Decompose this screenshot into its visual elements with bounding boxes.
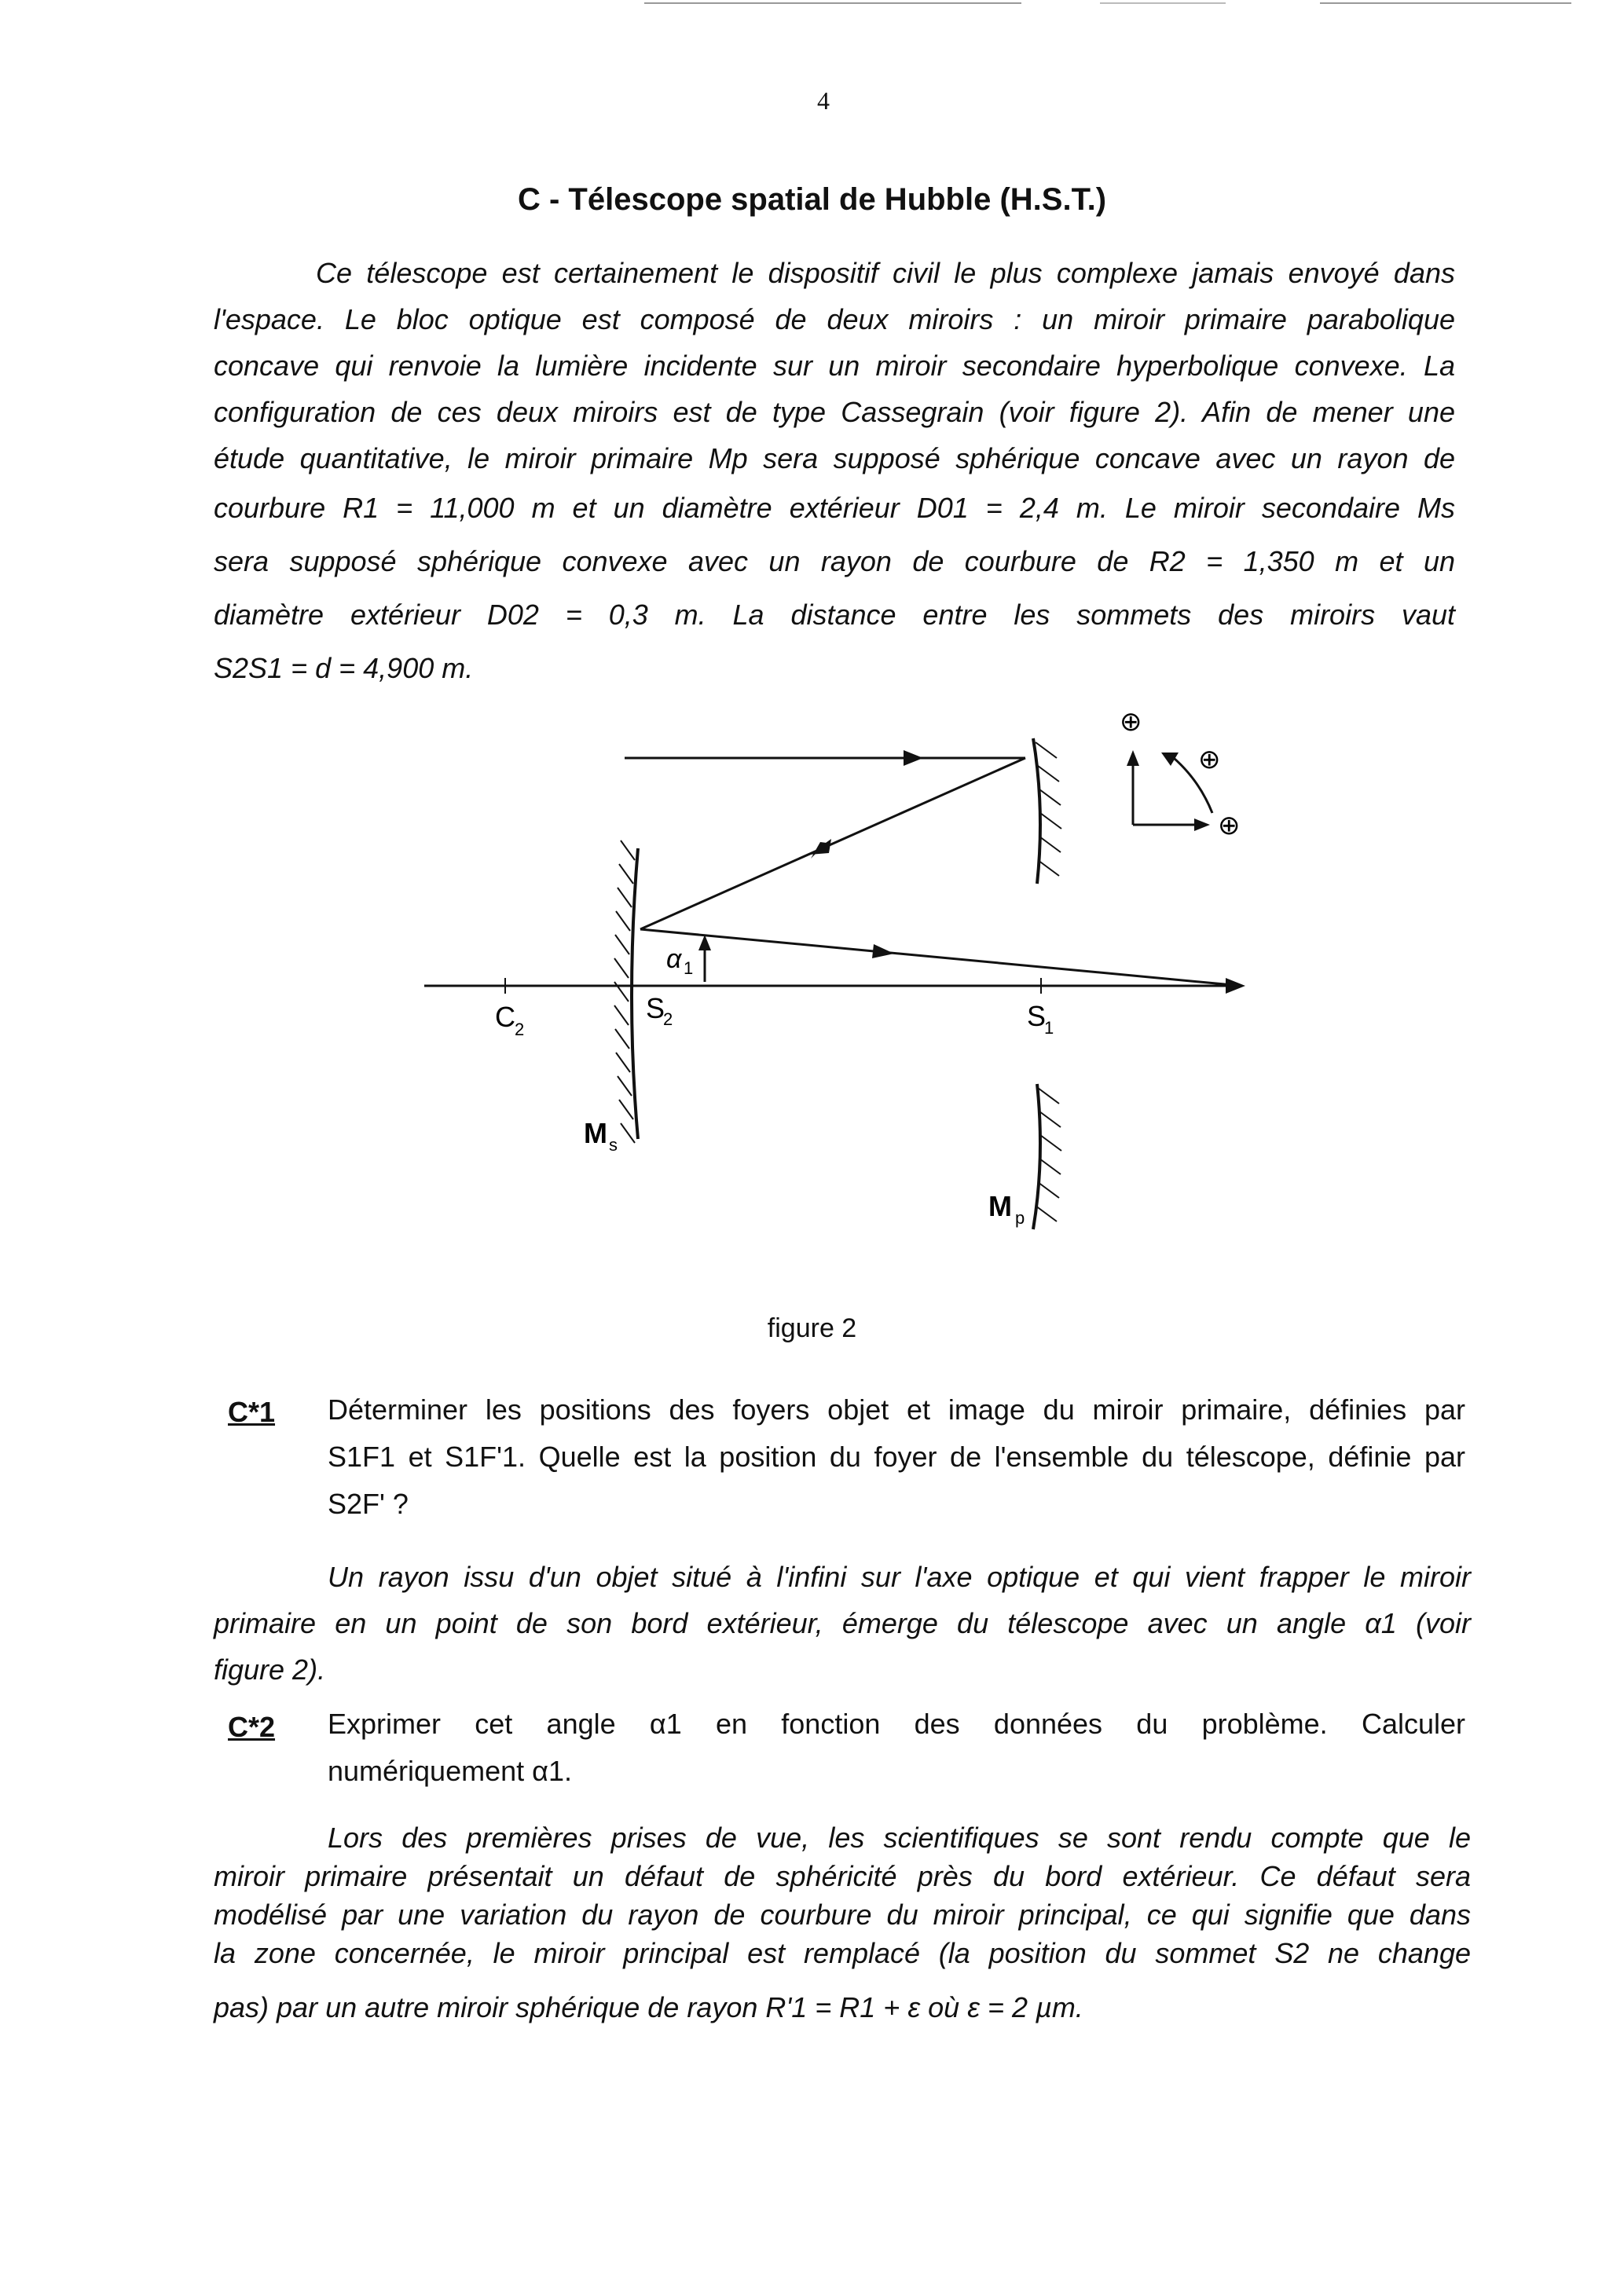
mp-label: M [988,1190,1012,1222]
svg-text:p: p [1015,1208,1025,1228]
svg-text:1: 1 [684,958,694,978]
ms-label: M [584,1117,607,1149]
intro-line-4: configuration de ces deux miroirs est de type Cassegrain (voir figure 2). Afin de mener une [214,396,1455,428]
intro-line-5: étude quantitative, le miroir primaire Mp sera supposé sphérique concave avec un rayon de [214,442,1455,474]
section-title: C - Télescope spatial de Hubble (H.S.T.) [517,182,1107,217]
intro-line-9: S2S1 = d = 4,900 m. [214,652,474,684]
svg-text:2: 2 [663,1009,673,1029]
defect-paragraph [214,1818,1471,2027]
ray-line-2: primaire en un point de son bord extérieur, émerge du télescope avec un angle α1 (voir [214,1607,1471,1639]
s1-label: S [1027,1000,1047,1032]
intro-line-6: courbure R1 = 11,000 m et un diamètre extérieur D01 = 2,4 m. Le miroir secondaire Ms [214,492,1455,524]
incoming-ray-arrow [904,750,923,766]
intro-line-3: concave qui renvoie la lumière incidente sur un miroir secondaire hyperbolique convexe. La [214,350,1455,382]
question-c1-line-2: S1F1 et S1F'1. Quelle est la position du foyer de l'ensemble du télescope, définie par [328,1441,1465,1473]
svg-text:s: s [609,1135,618,1155]
ray-line-1: Un rayon issu d'un objet situé à l'infini sur l'axe optique et qui vient frapper le miroir [328,1561,1471,1593]
defect-line-4: la zone concernée, le miroir principal est remplacé (la position du sommet S2 ne change [214,1937,1471,1969]
s2-label: S [646,992,665,1024]
question-c1-line-3: S2F' ? [328,1488,409,1520]
plus-sign-up: ⊕ [1120,707,1142,737]
plus-sign-right: ⊕ [1218,811,1241,840]
svg-text:2: 2 [515,1020,525,1039]
reflected-ray [640,758,1025,929]
question-c1-text [328,1386,1465,1528]
plus-sign-rotation: ⊕ [1198,745,1221,774]
secondary-mirror [632,848,638,1139]
question-c2-text [328,1701,1465,1795]
svg-text:1: 1 [1044,1018,1054,1038]
intro-line-7: sera supposé sphérique convexe avec un rayon de courbure de R2 = 1,350 m et un [214,545,1455,577]
question-c1-line-1: Déterminer les positions des foyers objet et image du miroir primaire, définies par [328,1393,1465,1426]
question-c2-label: C*2 [228,1711,276,1743]
defect-line-3: modélisé par une variation du rayon de courbure du miroir principal, ce qui signifie que dans [214,1899,1471,1931]
alpha1-label: α [666,944,682,974]
c2-label: C [495,1001,515,1033]
page-number: 4 [817,86,830,115]
figure-caption: figure 2 [767,1313,857,1343]
intro-line-1: Ce télescope est certainement le dispositif civil le plus complexe jamais envoyé dans [316,257,1455,289]
defect-line-5: pas) par un autre miroir sphérique de rayon R'1 = R1 + ε où ε = 2 µm. [214,1991,1083,2023]
ray-paragraph [214,1554,1471,1693]
outgoing-ray-arrow [872,944,894,958]
question-c2-line-2: numériquement α1. [328,1755,572,1787]
ray-line-3: figure 2). [214,1653,326,1686]
question-c1-label: C*1 [228,1396,276,1428]
question-c2-line-1: Exprimer cet angle α1 en fonction des données du problème. Calculer [328,1708,1465,1740]
intro-line-8: diamètre extérieur D02 = 0,3 m. La distance entre les sommets des miroirs vaut [214,599,1455,631]
defect-line-2: miroir primaire présentait un défaut de sphéricité près du bord extérieur. Ce défaut sera [214,1860,1471,1892]
defect-line-1: Lors des premières prises de vue, les scientifiques se sont rendu compte que le [328,1822,1471,1854]
intro-line-2: l'espace. Le bloc optique est composé de deux miroirs : un miroir primaire parabolique [214,303,1455,335]
outgoing-ray [640,929,1241,986]
